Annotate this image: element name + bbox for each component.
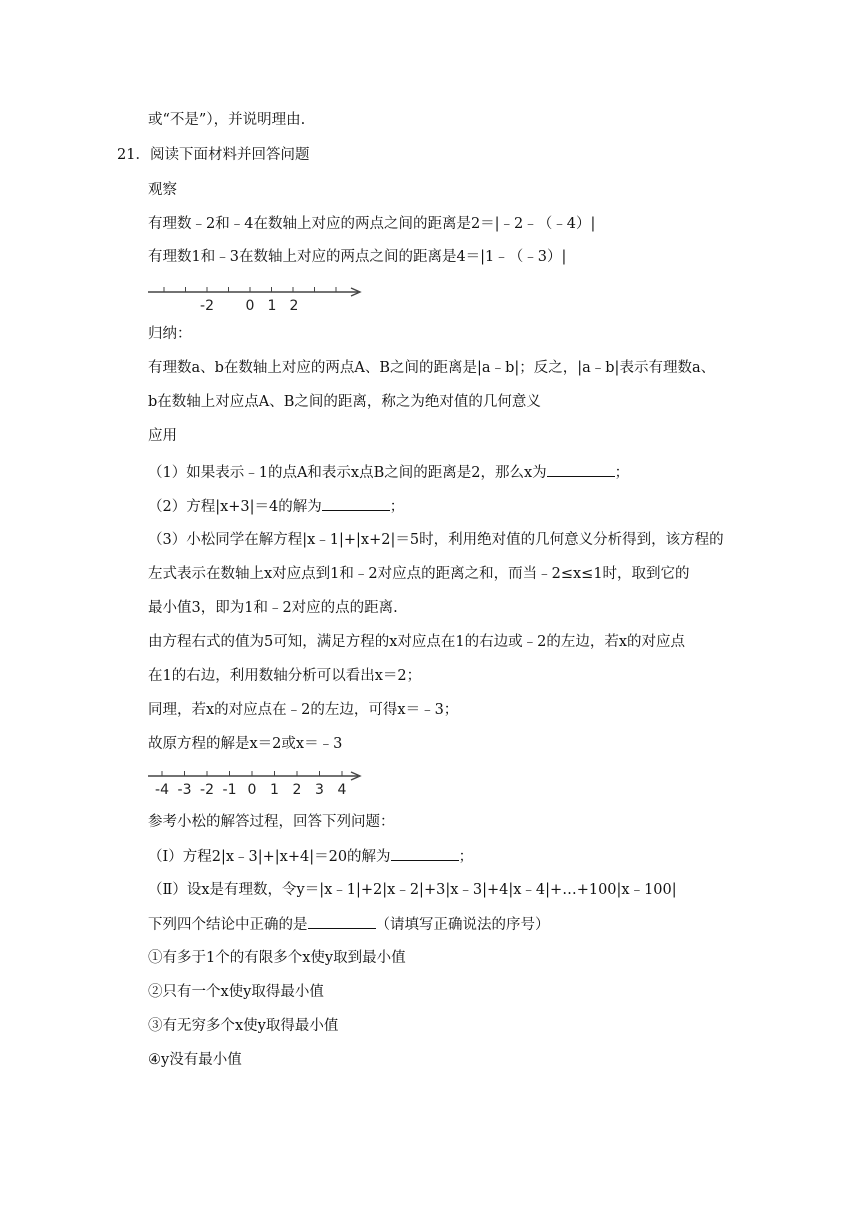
- tick-label: 3: [315, 782, 324, 798]
- observe-line-1: 有理数﹣2和﹣4在数轴上对应的两点之间的距离是2＝|﹣2﹣（﹣4）|: [148, 216, 596, 232]
- reference-instruction: 参考小松的解答过程，回答下列问题：: [148, 814, 395, 830]
- induction-line-1: 有理数a、b在数轴上对应的两点A、B之间的距离是|a﹣b|；反之，|a﹣b|表示有理数a、: [148, 360, 716, 376]
- conclusions-prompt-text: 下列四个结论中正确的是: [148, 917, 308, 933]
- semicolon: ；: [389, 499, 405, 515]
- tick-label: 0: [247, 782, 257, 798]
- answer-blank-2[interactable]: [322, 496, 390, 511]
- option-3: ③有无穷多个x使y取得最小值: [148, 1018, 339, 1034]
- sub-question-3-line-7: 故原方程的解是x＝2或x＝﹣3: [148, 736, 343, 752]
- option-4: ④y没有最小值: [148, 1052, 242, 1068]
- tick-label: -2: [200, 782, 214, 798]
- sub-question-2-text: （2）方程|x+3|＝4的解为: [148, 499, 322, 515]
- conclusions-prompt-hint: （请填写正确说法的序号）: [375, 917, 550, 933]
- tick-label: 4: [337, 782, 347, 798]
- sub-question-3-line-1: （3）小松同学在解方程|x﹣1|+|x+2|＝5时，利用绝对值的几何意义分析得到，该方程的: [148, 532, 724, 548]
- observe-line-2: 有理数1和﹣3在数轴上对应的两点之间的距离是4＝|1﹣（﹣3）|: [148, 249, 567, 265]
- heading-application: 应用: [148, 428, 177, 444]
- heading-induction: 归纳：: [148, 326, 192, 342]
- sub-question-1-text: （1）如果表示﹣1的点A和表示x点B之间的距离是2，那么x为: [148, 465, 547, 481]
- tick-label: 2: [292, 782, 302, 798]
- sub-question-1: [148, 462, 629, 483]
- sub-question-3-line-6: 同理，若x的对应点在﹣2的左边，可得x＝﹣3；: [148, 702, 459, 718]
- sub-question-2: [148, 496, 404, 517]
- sub-question-3-line-3: 最小值3，即为1和﹣2对应的点的距离.: [148, 600, 398, 616]
- number-line-2: [148, 764, 368, 796]
- semicolon: ；: [458, 849, 474, 865]
- tick-label: -4: [155, 782, 169, 798]
- tick-label: -1: [222, 782, 237, 798]
- tick-label: 2: [289, 298, 299, 314]
- option-2: ②只有一个x使y取得最小值: [148, 984, 324, 1000]
- answer-blank-1[interactable]: [547, 462, 615, 477]
- sub-question-3-line-4: 由方程右式的值为5可知，满足方程的x对应点在1的右边或﹣2的左边，若x的对应点: [148, 634, 686, 650]
- question-title: 21．阅读下面材料并回答问题: [117, 147, 310, 163]
- semicolon: ；: [614, 465, 630, 481]
- part-II: （Ⅱ）设x是有理数，令y＝|x﹣1|+2|x﹣2|+3|x﹣3|+4|x﹣4|+…+100|x﹣100|: [148, 882, 677, 898]
- answer-blank-4[interactable]: [308, 914, 376, 929]
- sub-question-3-line-5: 在1的右边，利用数轴分析可以看出x＝2；: [148, 668, 422, 684]
- tick-label: 0: [245, 298, 255, 314]
- tick-label: 1: [267, 298, 277, 314]
- part-I-text: （Ⅰ）方程2|x﹣3|+|x+4|＝20的解为: [148, 849, 391, 865]
- heading-observe: 观察: [148, 182, 177, 198]
- tick-label: 1: [270, 782, 279, 798]
- tick-label: -3: [177, 782, 192, 798]
- sub-question-3-line-2: 左式表示在数轴上x对应点到1和﹣2对应点的距离之和，而当﹣2≤x≤1时，取到它的: [148, 566, 690, 582]
- option-1: ①有多于1个的有限多个x使y取到最小值: [148, 950, 406, 966]
- part-I: [148, 846, 473, 867]
- line-reason: 或“不是”），并说明理由.: [148, 112, 306, 128]
- number-line-1: [148, 280, 368, 312]
- tick-label: -2: [200, 298, 214, 314]
- induction-line-2: b在数轴上对应点A、B之间的距离，称之为绝对值的几何意义: [148, 394, 541, 410]
- answer-blank-3[interactable]: [391, 846, 459, 861]
- conclusions-prompt: [148, 914, 550, 935]
